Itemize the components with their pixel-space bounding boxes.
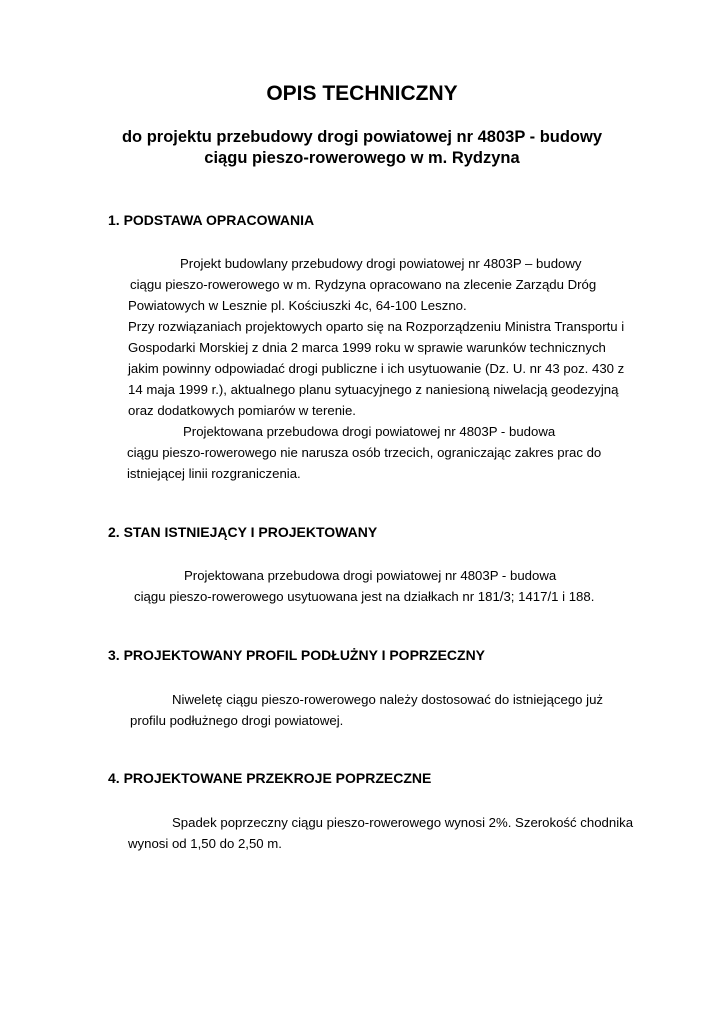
section-1-line: ciągu pieszo-rowerowego w m. Rydzyna opracowano na zlecenie Zarządu Dróg xyxy=(130,277,597,292)
section-3-line: profilu podłużnego drogi powiatowej. xyxy=(130,713,344,728)
section-1-line: ciągu pieszo-rowerowego nie narusza osób trzecich, ograniczając zakres prac do xyxy=(127,445,602,460)
section-4-heading: 4. PROJEKTOWANE PRZEKROJE POPRZECZNE xyxy=(108,770,432,786)
document-title: OPIS TECHNICZNY xyxy=(266,82,458,105)
document-subtitle-line-1: do projektu przebudowy drogi powiatowej nr 4803P - budowy xyxy=(121,128,603,146)
section-1-line: Gospodarki Morskiej z dnia 2 marca 1999 roku w sprawie warunków technicznych xyxy=(128,340,606,355)
document-subtitle-line-2: ciągu pieszo-rowerowego w m. Rydzyna xyxy=(204,149,520,167)
section-3-line: Niweletę ciągu pieszo-rowerowego należy dostosować do istniejącego już xyxy=(172,692,604,707)
section-1-line: istniejącej linii rozgraniczenia. xyxy=(127,466,301,481)
section-1-line: jakim powinny odpowiadać drogi publiczne i ich usytuowanie (Dz. U. nr 43 poz. 430 z xyxy=(128,361,625,376)
section-1-line: 14 maja 1999 r.), aktualnego planu sytuacyjnego z naniesioną niwelacją geodezyjną xyxy=(128,382,619,397)
section-2-heading: 2. STAN ISTNIEJĄCY I PROJEKTOWANY xyxy=(108,524,378,540)
section-4-line: Spadek poprzeczny ciągu pieszo-rowerowego wynosi 2%. Szerokość chodnika xyxy=(172,815,634,830)
section-1-line: Powiatowych w Lesznie pl. Kościuszki 4c, 64-100 Leszno. xyxy=(128,298,467,313)
section-1-line: Projekt budowlany przebudowy drogi powiatowej nr 4803P – budowy xyxy=(180,256,582,271)
section-2-line: ciągu pieszo-rowerowego usytuowana jest na działkach nr 181/3; 1417/1 i 188. xyxy=(134,589,595,604)
section-1-heading: 1. PODSTAWA OPRACOWANIA xyxy=(108,212,315,228)
section-4-line: wynosi od 1,50 do 2,50 m. xyxy=(128,836,282,851)
section-1-line: Przy rozwiązaniach projektowych oparto się na Rozporządzeniu Ministra Transportu i xyxy=(128,319,625,334)
section-1-line: oraz dodatkowych pomiarów w terenie. xyxy=(128,403,356,418)
section-2-line: Projektowana przebudowa drogi powiatowej nr 4803P - budowa xyxy=(184,568,557,583)
section-3-heading: 3. PROJEKTOWANY PROFIL PODŁUŻNY I POPRZECZNY xyxy=(108,647,486,663)
section-1-line: Projektowana przebudowa drogi powiatowej nr 4803P - budowa xyxy=(183,424,556,439)
